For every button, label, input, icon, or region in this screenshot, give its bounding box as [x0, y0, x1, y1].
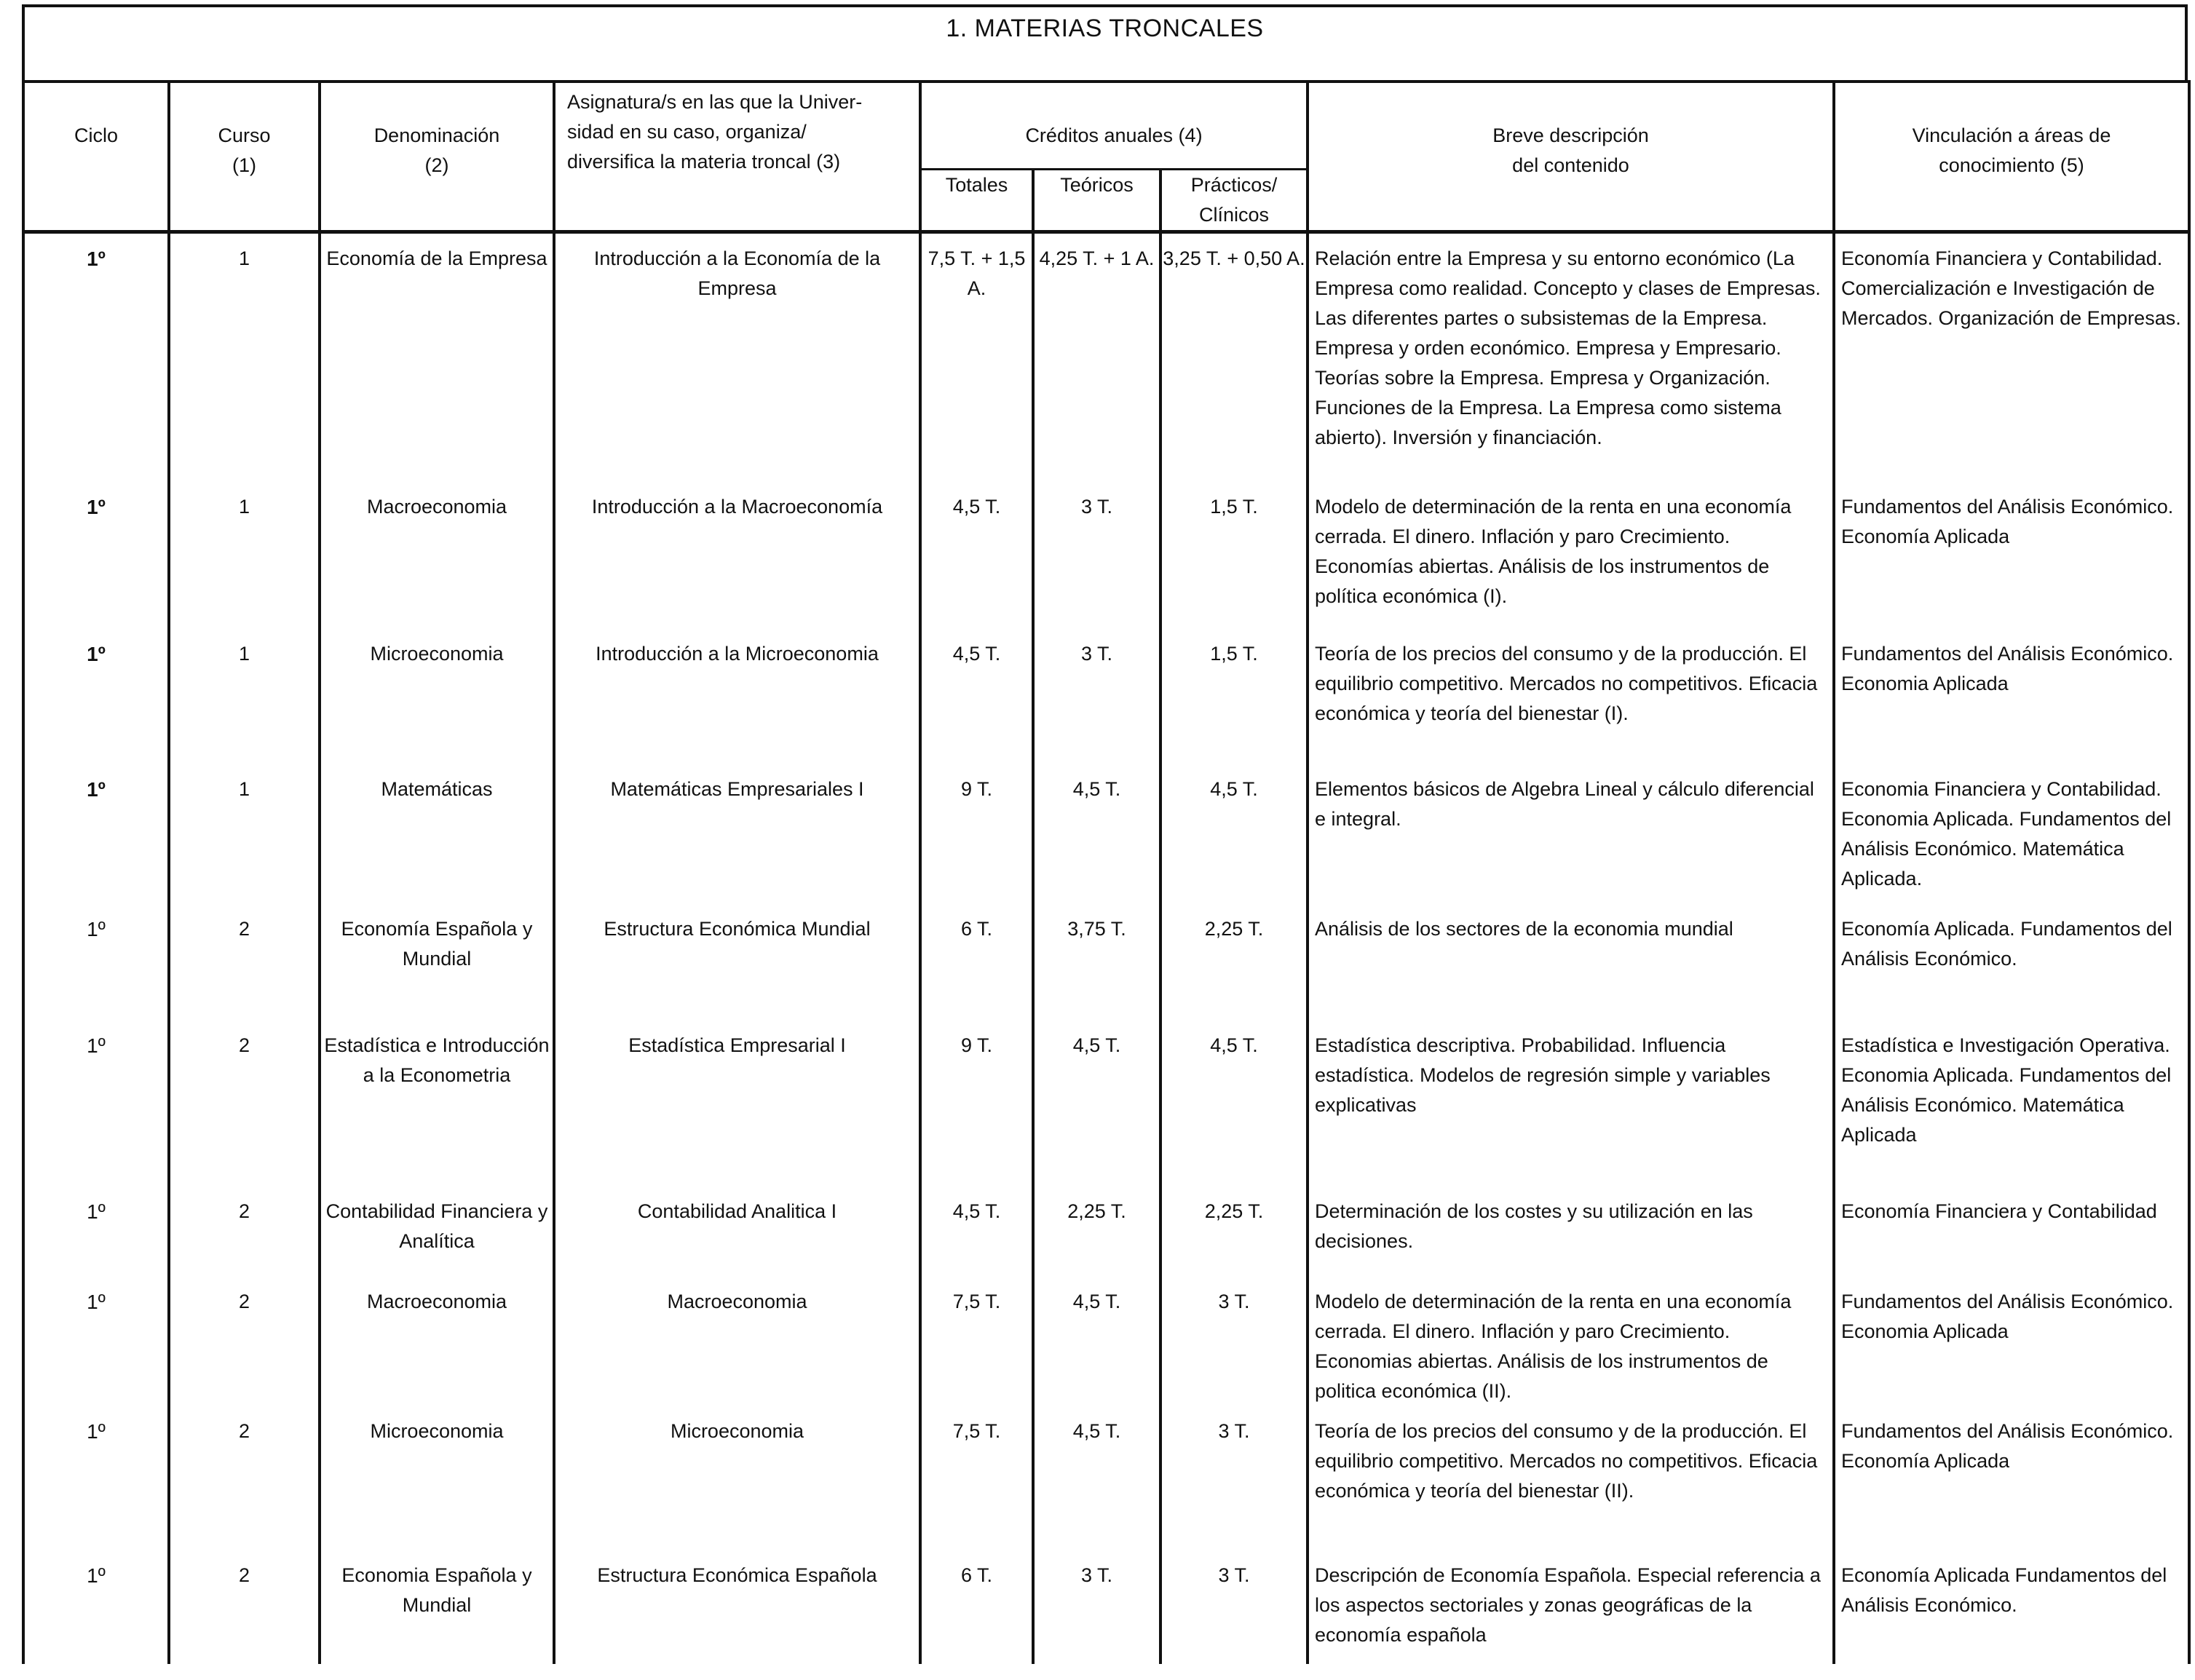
cell-asignatura: Introducción a la Economía de la Empresa — [554, 231, 920, 482]
cell-vinculacion: Economia Financiera y Contabilidad. Economia Aplicada. Fundamentos del Análisis Económico. Matemática Aplicada. — [1834, 764, 2189, 904]
cell-totales: 4,5 T. — [920, 1186, 1033, 1277]
cell-practicos: 1,5 T. — [1160, 629, 1308, 764]
cell-teoricos: 3 T. — [1033, 629, 1160, 764]
table-row — [23, 629, 2189, 764]
cell-vinculacion: Fundamentos del Análisis Económico. Economía Aplicada — [1834, 482, 2189, 629]
cell-descripcion: Elementos básicos de Algebra Lineal y cálculo diferencial e integral. — [1308, 764, 1834, 904]
cell-totales: 7,5 T. — [920, 1277, 1033, 1406]
page-title: 1. MATERIAS TRONCALES — [946, 15, 1264, 42]
table-row — [23, 1186, 2189, 1277]
cell-totales: 7,5 T. + 1,5 A. — [920, 231, 1033, 482]
cell-vinculacion: Economía Aplicada Fundamentos del Análisis Económico. — [1834, 1550, 2189, 1664]
cell-curso: 2 — [169, 904, 320, 1021]
cell-totales: 4,5 T. — [920, 482, 1033, 629]
cell-denominacion: Economía Española y Mundial — [320, 904, 554, 1021]
cell-curso: 2 — [169, 1406, 320, 1550]
cell-asignatura: Matemáticas Empresariales I — [554, 764, 920, 904]
table-row — [23, 231, 2189, 482]
cell-asignatura: Macroeconomia — [554, 1277, 920, 1406]
cell-vinculacion: Fundamentos del Análisis Económico. Economia Aplicada — [1834, 1277, 2189, 1406]
cell-curso: 2 — [169, 1277, 320, 1406]
cell-ciclo: 1º — [23, 482, 169, 629]
cell-descripcion: Modelo de determinación de la renta en una economía cerrada. El dinero. Inflación y paro Crecimiento. Economias abiertas. Análisis de los instrumentos de politica económica (II). — [1308, 1277, 1834, 1406]
table-row — [23, 1021, 2189, 1186]
cell-teoricos: 4,5 T. — [1033, 1277, 1160, 1406]
cell-vinculacion: Economía Financiera y Contabilidad — [1834, 1186, 2189, 1277]
cell-descripcion: Análisis de los sectores de la economia mundial — [1308, 904, 1834, 1021]
cell-totales: 6 T. — [920, 1550, 1033, 1664]
cell-vinculacion: Estadística e Investigación Operativa. Economia Aplicada. Fundamentos del Análisis Económico. Matemática Aplicada — [1834, 1021, 2189, 1186]
cell-ciclo: 1º — [23, 629, 169, 764]
cell-asignatura: Microeconomia — [554, 1406, 920, 1550]
cell-curso: 1 — [169, 482, 320, 629]
cell-practicos: 4,5 T. — [1160, 1021, 1308, 1186]
cell-descripcion: Modelo de determinación de la renta en una economía cerrada. El dinero. Inflación y paro Crecimiento. Economías abiertas. Análisis de los instrumentos de política económica (I). — [1308, 482, 1834, 629]
table-row — [23, 764, 2189, 904]
cell-practicos: 3 T. — [1160, 1277, 1308, 1406]
table-row — [23, 482, 2189, 629]
cell-asignatura: Contabilidad Analitica I — [554, 1186, 920, 1277]
cell-denominacion: Microeconomia — [320, 1406, 554, 1550]
cell-asignatura: Estructura Económica Española — [554, 1550, 920, 1664]
header-denominacion: Denominación (2) — [320, 82, 554, 231]
cell-practicos: 2,25 T. — [1160, 904, 1308, 1021]
table-row — [23, 1406, 2189, 1550]
header-vinculacion: Vinculación a áreas de conocimiento (5) — [1834, 82, 2189, 231]
cell-curso: 2 — [169, 1550, 320, 1664]
cell-ciclo: 1º — [23, 1550, 169, 1664]
header-descripcion: Breve descripción del contenido — [1308, 82, 1834, 231]
cell-totales: 9 T. — [920, 764, 1033, 904]
cell-curso: 2 — [169, 1021, 320, 1186]
cell-denominacion: Economia Española y Mundial — [320, 1550, 554, 1664]
cell-teoricos: 4,5 T. — [1033, 1021, 1160, 1186]
cell-practicos: 1,5 T. — [1160, 482, 1308, 629]
cell-teoricos: 4,5 T. — [1033, 764, 1160, 904]
cell-practicos: 4,5 T. — [1160, 764, 1308, 904]
cell-denominacion: Economía de la Empresa — [320, 231, 554, 482]
cell-practicos: 3 T. — [1160, 1550, 1308, 1664]
cell-ciclo: 1º — [23, 1186, 169, 1277]
cell-totales: 4,5 T. — [920, 629, 1033, 764]
header-totales: Totales — [920, 169, 1033, 231]
cell-practicos: 3,25 T. + 0,50 A. — [1160, 231, 1308, 482]
cell-totales: 6 T. — [920, 904, 1033, 1021]
cell-asignatura: Introducción a la Macroeconomía — [554, 482, 920, 629]
cell-curso: 2 — [169, 1186, 320, 1277]
cell-totales: 7,5 T. — [920, 1406, 1033, 1550]
cell-teoricos: 4,5 T. — [1033, 1406, 1160, 1550]
cell-ciclo: 1º — [23, 1277, 169, 1406]
cell-vinculacion: Fundamentos del Análisis Económico. Economia Aplicada — [1834, 629, 2189, 764]
cell-descripcion: Descripción de Economía Española. Especial referencia a los aspectos sectoriales y zonas geográficas de la economía española — [1308, 1550, 1834, 1664]
cell-teoricos: 4,25 T. + 1 A. — [1033, 231, 1160, 482]
cell-vinculacion: Fundamentos del Análisis Económico. Economía Aplicada — [1834, 1406, 2189, 1550]
cell-asignatura: Introducción a la Microeconomia — [554, 629, 920, 764]
cell-vinculacion: Economía Aplicada. Fundamentos del Análisis Económico. — [1834, 904, 2189, 1021]
cell-descripcion: Teoría de los precios del consumo y de la producción. El equilibrio competitivo. Mercados no competitivos. Eficacia económica y teoría del bienestar (II). — [1308, 1406, 1834, 1550]
cell-teoricos: 3 T. — [1033, 482, 1160, 629]
header-teoricos: Teóricos — [1033, 169, 1160, 231]
cell-descripcion: Determinación de los costes y su utilización en las decisiones. — [1308, 1186, 1834, 1277]
cell-curso: 1 — [169, 764, 320, 904]
cell-vinculacion: Economía Financiera y Contabilidad. Comercialización e Investigación de Mercados. Organización de Empresas. — [1834, 231, 2189, 482]
cell-teoricos: 3 T. — [1033, 1550, 1160, 1664]
cell-descripcion: Relación entre la Empresa y su entorno económico (La Empresa como realidad. Concepto y clases de Empresas. Las diferentes partes o subsistemas de la Empresa. Empresa y orden económico. Empresa y Empresario. Teorías sobre la Empresa. Empresa y Organización. Funciones de la Empresa. La Empresa como sistema abierto). Inversión y financiación. — [1308, 231, 1834, 482]
cell-ciclo: 1º — [23, 764, 169, 904]
header-ciclo: Ciclo — [23, 82, 169, 231]
cell-teoricos: 3,75 T. — [1033, 904, 1160, 1021]
materias-table — [22, 80, 2191, 1664]
title-box — [22, 4, 2188, 80]
header-creditos: Créditos anuales (4) — [920, 82, 1308, 169]
cell-ciclo: 1º — [23, 1406, 169, 1550]
cell-denominacion: Matemáticas — [320, 764, 554, 904]
header-asignatura: Asignatura/s en las que la Univer- sidad en su caso, organiza/ diversifica la materia troncal (3) — [554, 82, 920, 231]
table-row — [23, 1550, 2189, 1664]
cell-curso: 1 — [169, 629, 320, 764]
cell-curso: 1 — [169, 231, 320, 482]
cell-ciclo: 1º — [23, 904, 169, 1021]
cell-practicos: 3 T. — [1160, 1406, 1308, 1550]
cell-ciclo: 1º — [23, 1021, 169, 1186]
cell-denominacion: Macroeconomia — [320, 482, 554, 629]
cell-descripcion: Estadística descriptiva. Probabilidad. Influencia estadística. Modelos de regresión simple y variables explicativas — [1308, 1021, 1834, 1186]
header-practicos: Prácticos/ Clínicos — [1160, 169, 1308, 231]
document-sheet — [22, 4, 2188, 1676]
cell-asignatura: Estadística Empresarial I — [554, 1021, 920, 1186]
table-row — [23, 904, 2189, 1021]
cell-teoricos: 2,25 T. — [1033, 1186, 1160, 1277]
cell-denominacion: Contabilidad Financiera y Analítica — [320, 1186, 554, 1277]
cell-practicos: 2,25 T. — [1160, 1186, 1308, 1277]
cell-denominacion: Macroeconomia — [320, 1277, 554, 1406]
cell-totales: 9 T. — [920, 1021, 1033, 1186]
cell-ciclo: 1º — [23, 231, 169, 482]
cell-denominacion: Microeconomia — [320, 629, 554, 764]
cell-descripcion: Teoría de los precios del consumo y de la producción. El equilibrio competitivo. Mercados no competitivos. Eficacia económica y teoría del bienestar (I). — [1308, 629, 1834, 764]
table-row — [23, 1277, 2189, 1406]
cell-denominacion: Estadística e Introducción a la Econometria — [320, 1021, 554, 1186]
cell-asignatura: Estructura Económica Mundial — [554, 904, 920, 1021]
header-curso: Curso (1) — [169, 82, 320, 231]
